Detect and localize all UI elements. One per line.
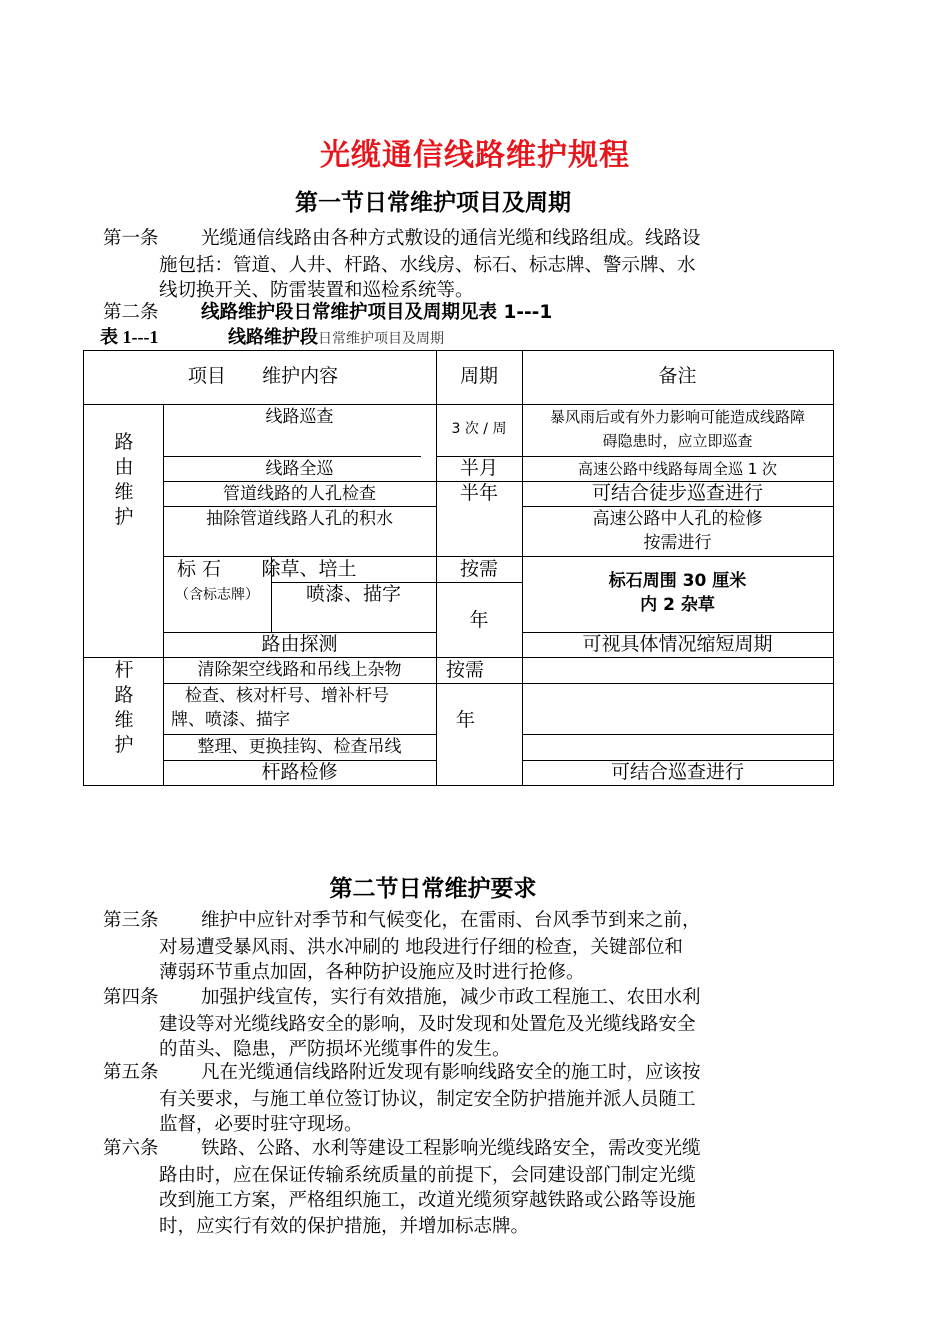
table-cell-content: 喷漆、描字 (305, 583, 401, 605)
article-6 (103, 1136, 808, 1239)
table-cell-period: 按需 (446, 659, 485, 681)
table-cell-content: 清除架空线路和吊线上杂物 (197, 660, 402, 680)
article-number: 第二条 (103, 303, 159, 323)
article-text: 铁路、公路、水利等建设工程影响光缆线路安全，需改变光缆 (201, 1138, 701, 1159)
table-header-remark: 备注 (658, 365, 697, 387)
table-cell-subitem: 标 石 (177, 558, 222, 580)
table-cell-content: 线路全巡 (265, 459, 334, 479)
table-cell-period: 半年 (459, 482, 498, 504)
article-text: 光缆通信线路由各种方式敷设的通信光缆和线路组成。线路设 (201, 228, 701, 249)
article-number: 第一条 (103, 229, 159, 249)
table-cell-period: 3 次 / 周 (451, 421, 507, 437)
article-5 (103, 1060, 808, 1138)
table-cell-remark: 可结合徒步巡查进行 (591, 482, 763, 504)
table-cell-remark: 可视具体情况缩短周期 (582, 633, 773, 655)
article-text: 时，应实行有效的保护措施，并增加标志牌。 (159, 1215, 530, 1237)
article-number: 第五条 (103, 1063, 159, 1083)
table-cell-remark: 标石周围 30 厘米 内 2 杂草 (608, 571, 747, 615)
article-text: 线切换开关、防雷装置和巡检系统等。 (159, 280, 474, 301)
section-heading-1: 第一节日常维护项目及周期 (295, 190, 571, 216)
article-text: 凡在光缆通信线路附近发现有影响线路安全的施工时，应该按 (201, 1062, 701, 1083)
table-cell-remark: 暴风雨后或有外力影响可能造成线路障 碍隐患时，应立即巡查 (549, 408, 805, 450)
table-cell-content: 管道线路的人孔检查 (223, 484, 376, 504)
article-text: 有关要求，与施工单位签订协议，制定安全防护措施并派人员随工 (159, 1088, 696, 1110)
table-title-rest: 日常维护项目及周期 (318, 331, 444, 347)
article-text: 加强护线宣传，实行有效措施，减少市政工程施工、农田水利 (201, 987, 701, 1008)
section-heading-2: 第二节日常维护要求 (329, 876, 537, 902)
table-cell-period: 年 (469, 609, 489, 631)
table-cell-content: 除草、培土 (261, 558, 357, 580)
table-cell-remark: 可结合巡查进行 (610, 761, 744, 783)
table-cell-period: 按需 (459, 558, 498, 580)
table-cell-content: 检查、核对杆号、增补杆号 牌、喷漆、描字 (171, 686, 389, 730)
table-title: 线路维护段 (228, 327, 318, 348)
article-text: 监督，必要时驻守现场。 (159, 1114, 363, 1135)
article-4 (103, 985, 808, 1063)
document-title: 光缆通信线路维护规程 (320, 138, 630, 173)
article-text: 路由时，应在保证传输系统质量的前提下，会同建设部门制定光缆 (159, 1164, 696, 1186)
table-header-content: 维护内容 (262, 365, 339, 387)
table-cell-content: 线路巡查 (265, 407, 334, 427)
table-cell-content: 抽除管道线路人孔的积水 (206, 509, 393, 529)
article-text: 薄弱环节重点加固，各种防护设施应及时进行抢修。 (159, 962, 585, 983)
table-cell-period: 年 (456, 709, 476, 731)
table-cell-remark: 高速公路中线路每周全巡 1 次 (577, 460, 778, 478)
article-text: 改到施工方案，严格组织施工，改道光缆须穿越铁路或公路等设施 (159, 1190, 696, 1211)
article-text: 维护中应针对季节和气候变化，在雷雨、台风季节到来之前， (201, 910, 701, 931)
table-cell-subitem-note: （含标志牌） (175, 587, 259, 603)
table-cell-content: 路由探测 (261, 633, 338, 655)
table-header-item: 项目 维护内容 (187, 365, 339, 387)
article-text: 施包括：管道、人井、杆路、水线房、标石、标志牌、警示牌、水 (159, 254, 696, 276)
article-3 (103, 908, 808, 986)
article-text: 的苗头、隐患，严防损坏光缆事件的发生。 (159, 1039, 511, 1060)
table-cell-period: 半月 (459, 457, 498, 479)
article-text: 线路维护段日常维护项目及周期见表 1---1 (201, 302, 553, 323)
article-text: 对易遭受暴风雨、洪水冲刷的 地段进行仔细的检查，关键部位和 (159, 936, 683, 958)
article-2 (103, 300, 808, 327)
article-1 (103, 226, 808, 304)
article-number: 第六条 (103, 1139, 159, 1159)
group-label-route-maintenance: 路由维护 (114, 431, 134, 528)
article-number: 第四条 (103, 988, 159, 1008)
table-cell-content: 杆路检修 (261, 761, 338, 783)
table-caption (100, 325, 444, 351)
table-cell-remark: 高速公路中人孔的检修 按需进行 (592, 509, 763, 553)
table-number: 表 1---1 (100, 327, 159, 347)
article-text: 建设等对光缆线路安全的影响，及时发现和处置危及光缆线路安全 (159, 1013, 696, 1035)
maintenance-table (83, 350, 834, 786)
table-header-period: 周期 (459, 365, 498, 387)
table-cell-content: 整理、更换挂钩、检查吊线 (197, 737, 402, 757)
article-number: 第三条 (103, 911, 159, 931)
group-label-pole-maintenance: 杆路维护 (114, 659, 134, 756)
